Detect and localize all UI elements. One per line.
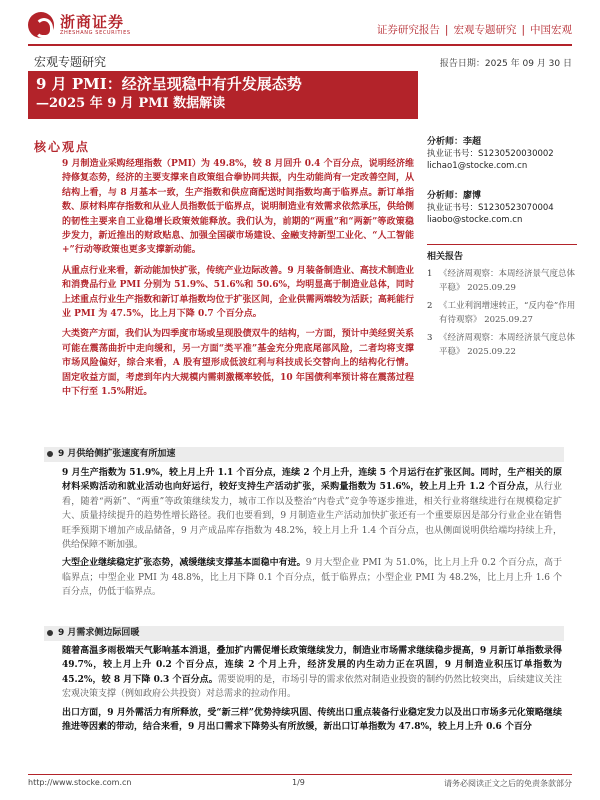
- footer-divider: [28, 774, 572, 775]
- report-category: 宏观专题研究: [34, 55, 107, 69]
- paragraph-pmi-overview: [62, 157, 414, 258]
- related-report-text: 《工业利润增速转正，“反内卷”作用有待观察》 2025.09.27: [439, 301, 576, 325]
- analyst-name: 分析师：廖博: [427, 191, 482, 201]
- logo-icon: [28, 12, 54, 38]
- core-view-heading: 核心观点: [34, 140, 91, 154]
- p1-lead: 9 月制造业采购经理指数（PMI）为 49.8%，较 8 月回升 0.4 个百分点，说明经济维持修复态势，经济的主要支撑来自政策组合拳协同共振，内生动能尚有一定改善空间，从结构上看，与 8 月基本一致，: [62, 159, 414, 198]
- demand-paragraph-1: [62, 644, 562, 702]
- related-reports-heading: 相关报告: [427, 252, 464, 262]
- tag-securities-research: 证券研究报告: [376, 24, 440, 36]
- sidebar-divider: [427, 244, 577, 245]
- analyst-block-1: [427, 136, 577, 172]
- logo-en-text: ZHESHANG SECURITIES: [60, 29, 131, 36]
- core-view-body: [62, 157, 414, 406]
- report-date: 报告日期：2025 年 09 月 30 日: [439, 59, 572, 69]
- related-report-item[interactable]: [427, 299, 577, 327]
- section-heading-supply: 9 月供给侧扩张速度有所加速: [44, 447, 564, 462]
- p1-detail: 生产指数和供应商配送时间指数均高于临界点。新订单指数、原材料库存指数和从业人员指数低于临界点，说明制造业有效需求依然承压，供给侧的韧性主要来自工业稳增长政策效能释放。我们认为，前期的“两重”和“两新”等政策稳步发力，新近推出的财政贴息、加强全国碳市场建设、金融支持新型工业化、“人工智能+”行动等政策也更多支撑新动能。: [62, 187, 414, 256]
- p3-text: 大类资产方面，我们认为四季度市场或呈现股债双牛的结构，一方面，预计中美经贸关系可能在震荡曲折中走向缓和，另一方面“类平准”基金充分兜底尾部风险，二者均将支撑市场风险偏好，综合来看，A 股有望形成低波红利与科技成长交替向上的结构化行情。固定收益方面，考虑到年内大规模内需刺激概率较低，10 年国债利率预计将在震荡过程中下行至 1.5%附近。: [62, 329, 414, 398]
- analyst-block-2: [427, 190, 577, 226]
- analyst-email[interactable]: liaobo@stocke.com.cn: [427, 215, 523, 225]
- related-report-number: 2: [427, 301, 433, 311]
- company-logo: [28, 12, 131, 38]
- supply-paragraph-1: [62, 466, 562, 552]
- related-report-item[interactable]: [427, 331, 577, 359]
- report-subtitle: —2025 年 9 月 PMI 数据解读: [36, 96, 226, 111]
- related-report-number: 3: [427, 333, 433, 343]
- tag-macro-special: 宏观专题研究: [453, 24, 517, 36]
- analyst-cert: 执业证书号：S1230520030002: [427, 149, 554, 159]
- supply-paragraph-2: [62, 556, 562, 599]
- section-heading-demand: 9 月需求侧边际回暖: [44, 626, 564, 641]
- analyst-cert: 执业证书号：S1230523070004: [427, 203, 554, 213]
- related-report-item[interactable]: [427, 267, 577, 295]
- related-report-text: 《经济周观察：本周经济景气度总体平稳》 2025.09.22: [439, 333, 576, 357]
- supply-p1-bold: 9 月生产指数为 51.9%，较上月上升 1.1 个百分点，连续 2 个月上升，连续 5 个月运行在扩张区间。同时，生产相关的原材料采购活动和就业活动也向好运行，较好支持生产活动扩张，采购量指数为 51.6%，较上月上升 1.2 个百分点，: [62, 468, 562, 493]
- related-report-number: 1: [427, 269, 433, 279]
- title-banner: [28, 71, 418, 119]
- analyst-name: 分析师：李超: [427, 137, 482, 147]
- demand-paragraph-2: [62, 706, 562, 735]
- sidebar: [427, 136, 577, 363]
- supply-p2-rest: 9 月大型企业 PMI 为 51.0%，比上月上升 0.2 个百分点，高于临界点；中型企业 PMI 为 48.8%，比上月下降 0.1 个百分点，低于临界点；小型企业 PMI 为 48.2%，比上月上升 1.6 个百分点，仍低于临界点。: [62, 558, 562, 598]
- tag-china-macro: 中国宏观: [530, 24, 572, 36]
- demand-p2-bold: 出口方面，9 月外需活力有所释放，受“新三样”优势持续巩固、传统出口重点装备行业稳定发力以及出口市场多元化策略继续推进等因素的带动，结合来看，9 月出口需求下降势头有所放缓，新出口订单指数为 47.8%，较上月上升 0.6 个百分: [62, 707, 562, 733]
- header-divider: [28, 44, 572, 46]
- supply-p2-bold: 大型企业继续稳定扩张态势，减缓继续支撑基本面稳中有进。: [62, 558, 306, 569]
- header-tags: 证券研究报告 | 宏观专题研究 | 中国宏观: [376, 24, 572, 36]
- analyst-email[interactable]: lichao1@stocke.com.cn: [427, 161, 528, 171]
- p2-text: 从重点行业来看，新动能加快扩张，传统产业边际改善。9 月装备制造业、高技术制造业和消费品行业 PMI 分别为 51.9%、51.6%和 50.6%，均明显高于制造业总体，同时上述重点行业生产指数和新订单指数均位于扩张区间，企业供需两端较为活跃；高耗能行业 PMI 为 47.5%，比上月下降 0.7 个百分点。: [62, 265, 414, 320]
- related-report-text: 《经济周观察：本周经济景气度总体平稳》 2025.09.29: [439, 269, 576, 293]
- paragraph-key-industries: [62, 264, 414, 322]
- demand-p1-rest: 需要说明的是，市场引导的需求依然对制造业投资的制约仍然比较突出，后续建议关注宏观决策支撑（例如政府公共投资）对总需求的拉动作用。: [62, 674, 562, 700]
- page-number: 1/9: [292, 778, 305, 787]
- paragraph-asset-allocation: [62, 327, 414, 399]
- footer-disclaimer: 请务必阅读正文之后的免责条款部分: [444, 779, 572, 788]
- report-title: 9 月 PMI：经济呈现稳中有升发展态势: [36, 75, 302, 93]
- demand-section-body: [62, 644, 562, 738]
- logo-cn-text: 浙商证券: [60, 12, 125, 31]
- demand-p1-bold: 随着高温多雨极端天气影响基本消退，叠加扩内需促增长政策继续发力，制造业市场需求继续稳步提高，9 月新订单指数录得 49.7%，较上月上升 0.2 个百分点，连续 2 个月上升，经济发展的内生动力正在巩固，9 月制造业积压订单指数为 45.2%，较 8 月下降 0.3 个百分点。: [62, 646, 562, 685]
- supply-section-body: [62, 466, 562, 604]
- footer-url[interactable]: http://www.stocke.com.cn: [28, 778, 132, 787]
- supply-p1-rest: 从行业看，随着“两新”、“两重”等政策继续发力，城市工作以及整治“内卷式”竞争等逐步推进，相关行业将继续进行在规模稳定扩大、质量持续提升的趋势性增长路径。我们也要看到，9 月制造业生产活动加快扩张还有一个重要原因是部分行业企业在销售旺季预期下增加产成品储备，9 月产成品库存指数为 48.2%，较上月上升 1.4 个百分点，也从侧面说明供给端均持续上升，供给保障不断加强。: [62, 482, 562, 551]
